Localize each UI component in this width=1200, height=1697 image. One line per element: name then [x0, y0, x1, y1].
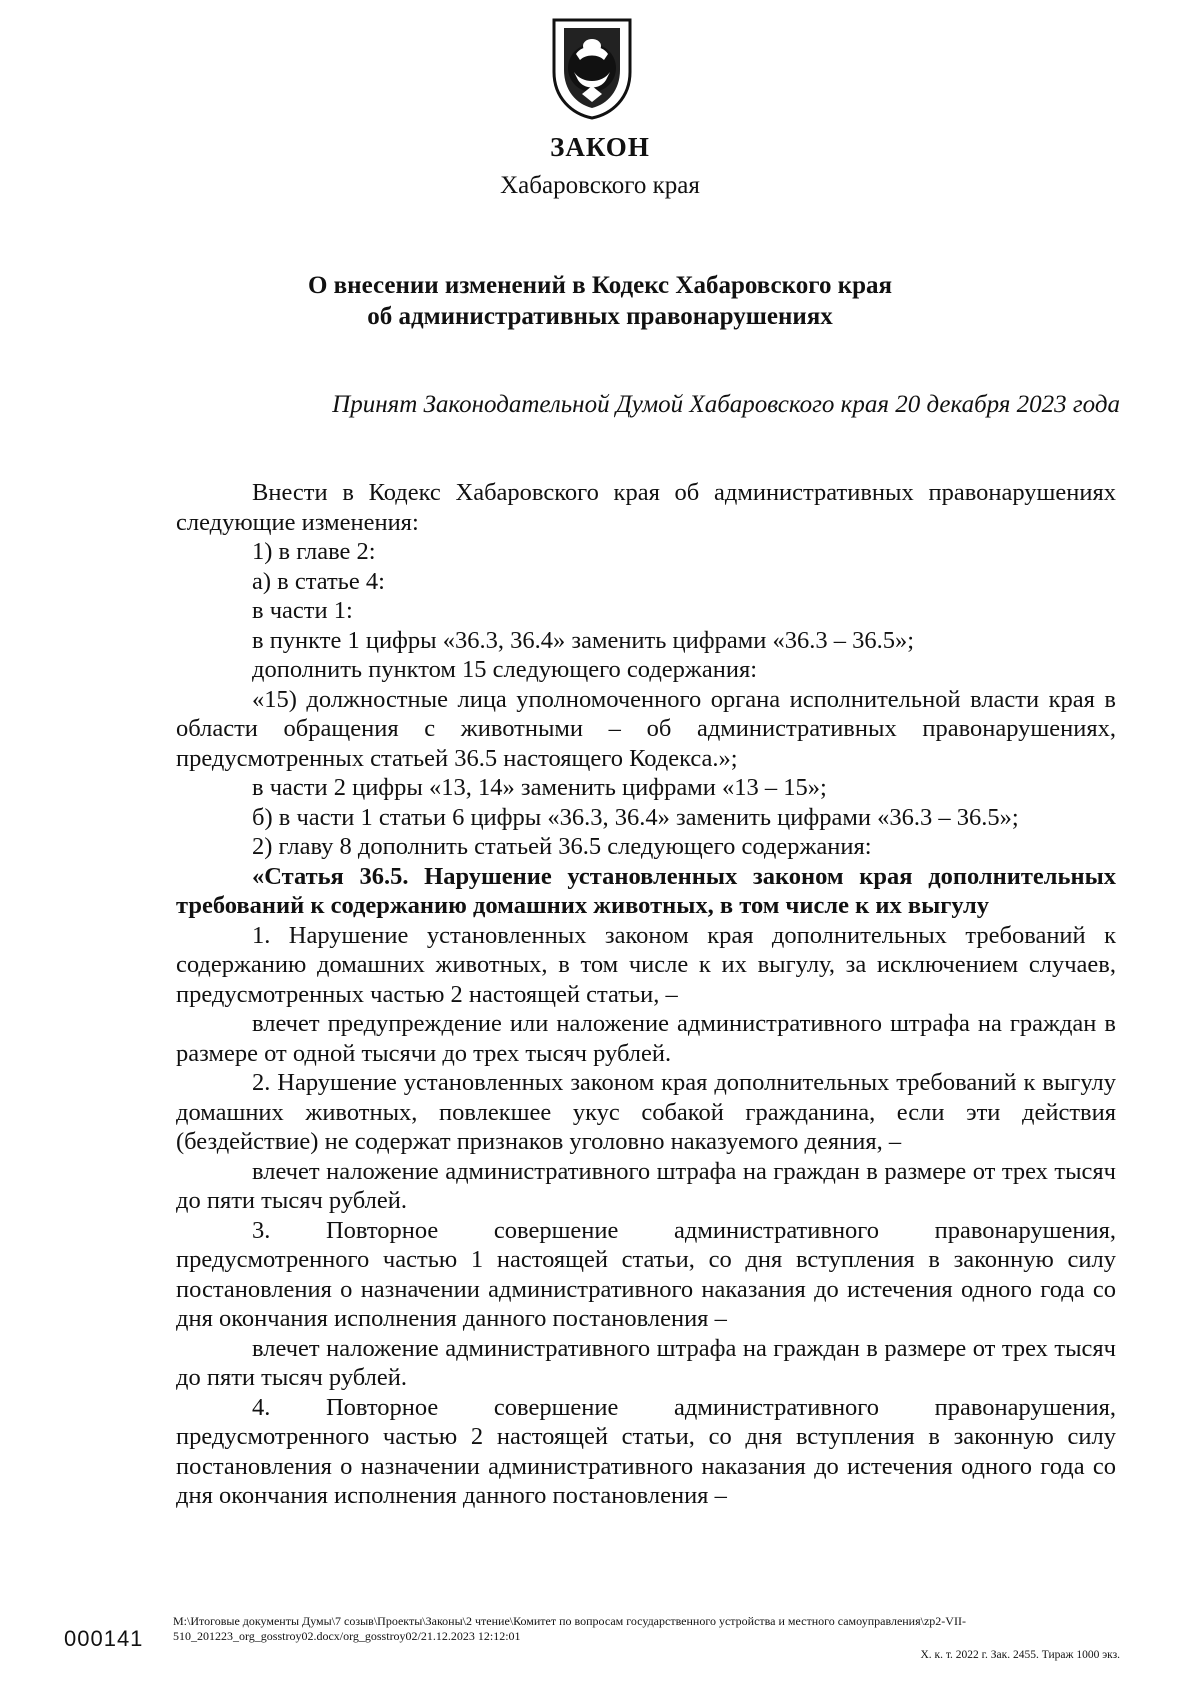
paragraph: 2) главу 8 дополнить статьей 36.5 следующего содержания: [252, 833, 872, 860]
law-body [176, 478, 1116, 1511]
document-number: 000141 [64, 1626, 144, 1651]
paragraph: а) в статье 4: [252, 567, 385, 595]
file-path: М:\Итоговые документы Думы\7 созыв\Проекты\Законы\2 чтение\Комитет по вопросам государственного устройства и местного самоуправления\zp2-VII-510_201223_org_gosstroy02.docx/org_gosstroy02/21.12.2023 12:12:01 [173, 1614, 966, 1643]
print-info: Х. к. т. 2022 г. Зак. 2455. Тираж 1000 экз. [920, 1649, 1120, 1661]
law-heading-line: О внесении изменений в Кодекс Хабаровского края [307, 272, 893, 299]
paragraph: влечет наложение административного штрафа на граждан в размере от трех тысяч до пяти тысяч рублей. [176, 1334, 1116, 1391]
paragraph: Внести в Кодекс Хабаровского края об административных правонарушениях следующие изменения: [176, 479, 1116, 536]
coat-of-arms-icon [546, 14, 638, 122]
article-title: «Статья 36.5. Нарушение установленных законом края дополнительных требований к содержанию домашних животных, в том числе к их выгулу [176, 862, 1116, 919]
paragraph: в пункте 1 цифры «36.3, 36.4» заменить цифрами «36.3 – 36.5»; [252, 626, 915, 654]
paragraph: в части 1: [252, 597, 353, 624]
paragraph: 1. Нарушение установленных законом края дополнительных требований к содержанию домашних животных, в том числе к их выгулу, за исключением случаев, предусмотренных частью 2 настоящей статьи, – [176, 921, 1116, 1008]
paragraph: в части 2 цифры «13, 14» заменить цифрами «13 – 15»; [252, 774, 827, 801]
paragraph: 3. Повторное совершение административного правонарушения, предусмотренного частью 1 настоящей статьи, со дня вступления в законную силу постановления о назначении административного наказания до истечения одного года со дня окончания исполнения данного постановления – [176, 1216, 1116, 1332]
paragraph: б) в части 1 статьи 6 цифры «36.3, 36.4» заменить цифрами «36.3 – 36.5»; [252, 803, 1019, 831]
paragraph: «15) должностные лица уполномоченного органа исполнительной власти края в области обращения с животными – об административных правонарушениях, предусмотренных статьей 36.5 настоящего Кодекса.»; [176, 685, 1116, 772]
law-region: Хабаровского края [500, 172, 700, 199]
paragraph: 1) в главе 2: [252, 538, 376, 565]
adoption-note: Принят Законодательной Думой Хабаровского края 20 декабря 2023 года [332, 391, 1120, 418]
paragraph: 2. Нарушение установленных законом края дополнительных требований к выгулу домашних животных, повлекшее укус собакой гражданина, если эти действия (бездействие) не содержат признаков уголовно наказуемого деяния, – [176, 1069, 1116, 1155]
paragraph: влечет наложение административного штрафа на граждан в размере от трех тысяч до пяти тысяч рублей. [176, 1157, 1116, 1214]
law-heading [0, 270, 1200, 332]
paragraph: влечет предупреждение или наложение административного штрафа на граждан в размере от одной тысячи до трех тысяч рублей. [176, 1010, 1116, 1067]
law-title: ЗАКОН [550, 132, 650, 162]
law-heading-line: об административных правонарушениях [367, 303, 833, 330]
paragraph: дополнить пунктом 15 следующего содержания: [252, 656, 758, 683]
paragraph: 4. Повторное совершение административного правонарушения, предусмотренного частью 2 настоящей статьи, со дня вступления в законную силу постановления о назначении административного наказания до истечения одного года со дня окончания исполнения данного постановления – [176, 1393, 1116, 1509]
